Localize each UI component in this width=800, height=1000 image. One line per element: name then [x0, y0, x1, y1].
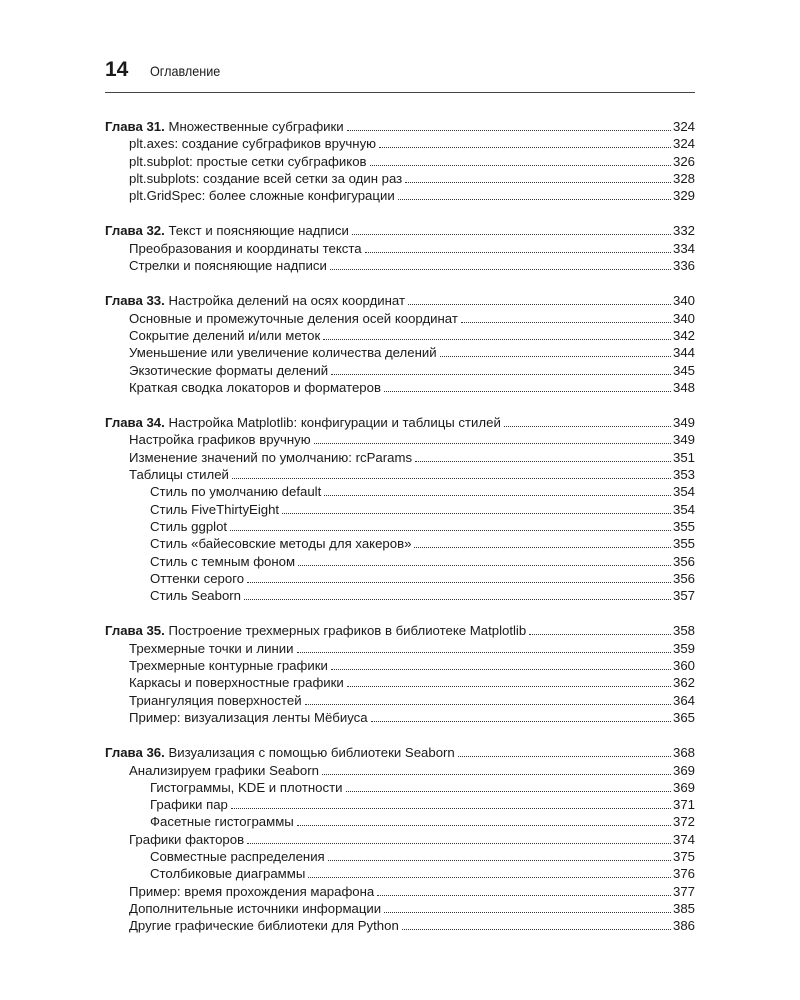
- section-entry[interactable]: [105, 187, 695, 204]
- entry-title: Настройка графиков вручную: [129, 432, 311, 448]
- dot-leader: [405, 182, 671, 183]
- chapter-label: [105, 292, 405, 309]
- page-ref: 324: [672, 136, 695, 152]
- chapter-label: [105, 222, 349, 239]
- table-of-contents: [105, 118, 695, 952]
- page-ref: 336: [672, 258, 695, 274]
- chapter-title: Настройка делений на осях координат: [168, 293, 406, 309]
- entry-title: Графики пар: [150, 797, 228, 813]
- entry-title: Стиль Seaborn: [150, 588, 242, 604]
- entry-title: Оттенки серого: [150, 570, 245, 586]
- chapter-prefix: Глава 33.: [105, 293, 165, 309]
- page-ref: 344: [672, 345, 695, 361]
- entry-title: Пример: визуализация ленты Мёбиуса: [129, 709, 368, 725]
- section-entry[interactable]: [105, 900, 695, 917]
- dot-leader: [408, 304, 671, 305]
- dot-leader: [347, 130, 671, 131]
- header-divider: [105, 92, 695, 93]
- section-entry[interactable]: [105, 379, 695, 396]
- subsection-entry[interactable]: [105, 518, 695, 535]
- entry-title: Трехмерные точки и линии: [129, 640, 294, 656]
- entry-title: Стиль ggplot: [150, 518, 228, 534]
- subsection-entry[interactable]: [105, 535, 695, 552]
- page-ref: 360: [672, 658, 695, 674]
- chapter-heading[interactable]: [105, 622, 695, 639]
- chapter-prefix: Глава 35.: [105, 623, 165, 639]
- section-entry[interactable]: [105, 640, 695, 657]
- dot-leader: [440, 356, 671, 357]
- entry-title: Фасетные гистограммы: [150, 814, 294, 830]
- dot-leader: [297, 825, 671, 826]
- section-entry[interactable]: [105, 449, 695, 466]
- entry-title: Триангуляция поверхностей: [129, 692, 302, 708]
- entry-title: Стрелки и поясняющие надписи: [129, 258, 327, 274]
- dot-leader: [331, 669, 671, 670]
- page-ref: 334: [672, 240, 695, 256]
- dot-leader: [323, 339, 671, 340]
- section-entry[interactable]: [105, 831, 695, 848]
- entry-title: Пример: время прохождения марафона: [129, 883, 375, 899]
- dot-leader: [384, 912, 671, 913]
- chapter-heading[interactable]: [105, 118, 695, 135]
- page-ref: 385: [672, 900, 695, 916]
- entry-title: Таблицы стилей: [129, 467, 229, 483]
- chapter-prefix: Глава 36.: [105, 745, 165, 761]
- page-ref: 359: [672, 640, 695, 656]
- dot-leader: [232, 478, 671, 479]
- subsection-entry[interactable]: [105, 848, 695, 865]
- page-ref: 355: [672, 518, 695, 534]
- entry-title: Основные и промежуточные деления осей координат: [129, 310, 458, 326]
- entry-title: Стиль FiveThirtyEight: [150, 501, 280, 517]
- entry-title: Столбиковые диаграммы: [150, 866, 306, 882]
- subsection-entry[interactable]: [105, 587, 695, 604]
- page-ref: 349: [672, 432, 695, 448]
- entry-title: Каркасы и поверхностные графики: [129, 675, 344, 691]
- entry-title: Сокрытие делений и/или меток: [129, 327, 321, 343]
- entry-title: plt.subplots: создание всей сетки за один раз: [129, 170, 403, 186]
- dot-leader: [504, 426, 671, 427]
- dot-leader: [379, 147, 671, 148]
- section-entry[interactable]: [105, 466, 695, 483]
- section-entry[interactable]: [105, 362, 695, 379]
- page-ref: 356: [672, 553, 695, 569]
- entry-title: Стиль «байесовские методы для хакеров»: [150, 536, 412, 552]
- chapter-label: [105, 744, 455, 761]
- chapter-block: [105, 118, 695, 204]
- dot-leader: [324, 495, 671, 496]
- page-ref: 324: [672, 119, 695, 134]
- chapter-heading[interactable]: [105, 222, 695, 239]
- section-entry[interactable]: [105, 883, 695, 900]
- chapter-prefix: Глава 31.: [105, 119, 165, 134]
- section-entry[interactable]: [105, 135, 695, 152]
- dot-leader: [231, 808, 671, 809]
- page-ref: 329: [672, 188, 695, 204]
- entry-title: Экзотические форматы делений: [129, 362, 329, 378]
- section-entry[interactable]: [105, 257, 695, 274]
- section-entry[interactable]: [105, 240, 695, 257]
- chapter-prefix: Глава 34.: [105, 415, 165, 431]
- section-entry[interactable]: [105, 709, 695, 726]
- page-ref: 377: [672, 883, 695, 899]
- dot-leader: [282, 513, 671, 514]
- page-ref: 355: [672, 536, 695, 552]
- section-entry[interactable]: [105, 657, 695, 674]
- subsection-entry[interactable]: [105, 501, 695, 518]
- page-ref: 349: [672, 415, 695, 431]
- dot-leader: [331, 374, 671, 375]
- dot-leader: [384, 391, 671, 392]
- page-ref: 328: [672, 170, 695, 186]
- dot-leader: [347, 686, 671, 687]
- entry-title: Трехмерные контурные графики: [129, 658, 328, 674]
- page-ref: 376: [672, 866, 695, 882]
- page-number: 14: [105, 58, 129, 81]
- chapter-heading[interactable]: [105, 292, 695, 309]
- chapter-block: [105, 222, 695, 274]
- page-ref: 386: [672, 918, 695, 934]
- dot-leader: [330, 269, 671, 270]
- page-ref: 340: [672, 310, 695, 326]
- chapter-title: Множественные субграфики: [168, 119, 344, 134]
- dot-leader: [377, 895, 671, 896]
- chapter-block: [105, 292, 695, 396]
- page-ref: 374: [672, 831, 695, 847]
- chapter-label: [105, 414, 501, 431]
- entry-title: Графики факторов: [129, 831, 245, 847]
- page-ref: 356: [672, 570, 695, 586]
- chapter-block: [105, 744, 695, 934]
- section-entry[interactable]: [105, 674, 695, 691]
- section-entry[interactable]: [105, 310, 695, 327]
- page-ref: 357: [672, 588, 695, 604]
- page-ref: 345: [672, 362, 695, 378]
- page-header: [105, 58, 695, 88]
- page-ref: 358: [672, 623, 695, 639]
- dot-leader: [414, 547, 671, 548]
- section-entry[interactable]: [105, 917, 695, 934]
- entry-title: Совместные распределения: [150, 848, 325, 864]
- chapter-heading[interactable]: [105, 744, 695, 761]
- dot-leader: [322, 774, 671, 775]
- page-ref: 353: [672, 467, 695, 483]
- section-entry[interactable]: [105, 327, 695, 344]
- dot-leader: [458, 756, 671, 757]
- page-ref: 369: [672, 779, 695, 795]
- dot-leader: [314, 443, 671, 444]
- chapter-heading[interactable]: [105, 414, 695, 431]
- entry-title: Преобразования и координаты текста: [129, 240, 362, 256]
- dot-leader: [371, 721, 671, 722]
- dot-leader: [461, 322, 671, 323]
- chapter-prefix: Глава 32.: [105, 223, 165, 239]
- dot-leader: [298, 565, 671, 566]
- entry-title: Гистограммы, KDE и плотности: [150, 779, 343, 795]
- page-ref: 368: [672, 745, 695, 761]
- page-ref: 326: [672, 153, 695, 169]
- chapter-block: [105, 622, 695, 726]
- chapter-title: Настройка Matplotlib: конфигурации и таблицы стилей: [168, 415, 501, 431]
- subsection-entry[interactable]: [105, 779, 695, 796]
- entry-title: plt.subplot: простые сетки субграфиков: [129, 153, 367, 169]
- entry-title: Краткая сводка локаторов и форматеров: [129, 379, 381, 395]
- page-ref: 354: [672, 501, 695, 517]
- subsection-entry[interactable]: [105, 813, 695, 830]
- subsection-entry[interactable]: [105, 865, 695, 882]
- chapter-label: [105, 118, 344, 135]
- page-ref: 375: [672, 848, 695, 864]
- running-header-title: Оглавление: [150, 63, 221, 79]
- chapter-block: [105, 414, 695, 604]
- page-ref: 351: [672, 449, 695, 465]
- dot-leader: [370, 165, 671, 166]
- section-entry[interactable]: [105, 344, 695, 361]
- chapter-title: Текст и поясняющие надписи: [168, 223, 349, 239]
- subsection-entry[interactable]: [105, 570, 695, 587]
- entry-title: Стиль с темным фоном: [150, 553, 296, 569]
- dot-leader: [247, 582, 671, 583]
- entry-title: Стиль по умолчанию default: [150, 484, 322, 500]
- entry-title: plt.axes: создание субграфиков вручную: [129, 136, 377, 152]
- dot-leader: [346, 791, 671, 792]
- chapter-title: Визуализация с помощью библиотеки Seaborn: [168, 745, 455, 761]
- page-ref: 342: [672, 327, 695, 343]
- page-ref: 365: [672, 709, 695, 725]
- chapter-title: Построение трехмерных графиков в библиотеке Matplotlib: [168, 623, 527, 639]
- section-entry[interactable]: [105, 762, 695, 779]
- section-entry[interactable]: [105, 153, 695, 170]
- page-ref: 369: [672, 762, 695, 778]
- subsection-entry[interactable]: [105, 796, 695, 813]
- entry-title: plt.GridSpec: более сложные конфигурации: [129, 188, 395, 204]
- entry-title: Дополнительные источники информации: [129, 900, 382, 916]
- dot-leader: [308, 877, 671, 878]
- section-entry[interactable]: [105, 431, 695, 448]
- entry-title: Анализируем графики Seaborn: [129, 762, 319, 778]
- dot-leader: [297, 652, 671, 653]
- section-entry[interactable]: [105, 170, 695, 187]
- entry-title: Уменьшение или увеличение количества делений: [129, 345, 437, 361]
- dot-leader: [402, 929, 671, 930]
- page-ref: 362: [672, 675, 695, 691]
- page-ref: 348: [672, 379, 695, 395]
- dot-leader: [365, 252, 671, 253]
- dot-leader: [415, 461, 671, 462]
- entry-title: Другие графические библиотеки для Python: [129, 918, 399, 934]
- page-ref: 364: [672, 692, 695, 708]
- dot-leader: [230, 530, 671, 531]
- page-ref: 332: [672, 223, 695, 239]
- dot-leader: [305, 704, 671, 705]
- section-entry[interactable]: [105, 692, 695, 709]
- page-ref: 372: [672, 814, 695, 830]
- dot-leader: [247, 843, 671, 844]
- dot-leader: [398, 199, 671, 200]
- dot-leader: [529, 634, 671, 635]
- dot-leader: [352, 234, 671, 235]
- dot-leader: [328, 860, 671, 861]
- subsection-entry[interactable]: [105, 483, 695, 500]
- dot-leader: [244, 599, 671, 600]
- chapter-label: [105, 622, 526, 639]
- subsection-entry[interactable]: [105, 553, 695, 570]
- page-ref: 354: [672, 484, 695, 500]
- page-ref: 371: [672, 797, 695, 813]
- page-ref: 340: [672, 293, 695, 309]
- entry-title: Изменение значений по умолчанию: rcParams: [129, 449, 413, 465]
